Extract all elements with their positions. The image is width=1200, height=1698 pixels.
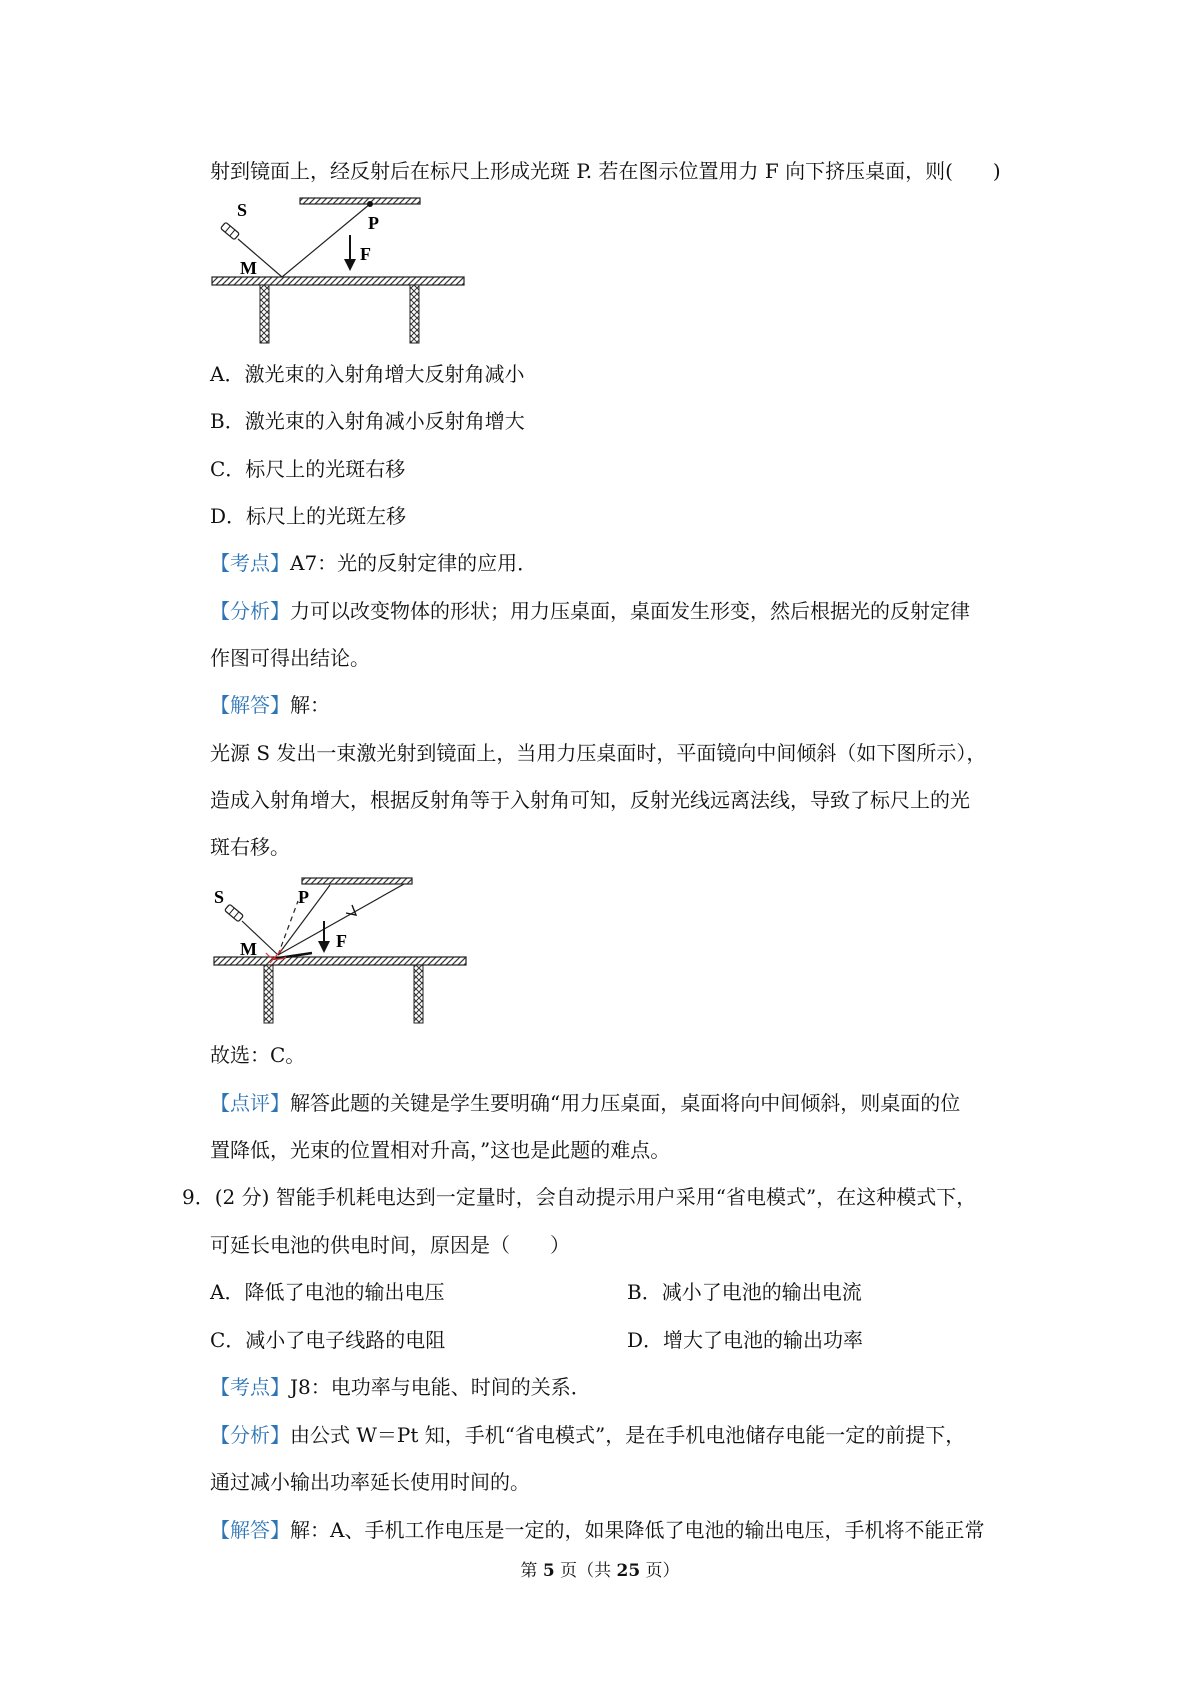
footer-middle: 页（共 [554,1561,617,1581]
label-p: P [368,213,379,233]
dianping-tag: 【点评】 [210,1091,290,1115]
q9-kaodian [210,1373,591,1401]
q9-stem-line1: 9．(2 分) 智能手机耗电达到一定量时，会自动提示用户采用“省电模式”，在这种模式下， [182,1185,977,1209]
fenxi-line1: 力可以改变物体的形状；用力压桌面，桌面发生形变，然后根据光的反射定律 [290,599,970,623]
kaodian-tag: 【考点】 [210,551,290,575]
q9-fenxi [210,1421,965,1449]
desk-leg-right [410,285,419,343]
laser-icon [221,222,240,240]
q8-dianping-line2: 置降低，光束的位置相对升高，”这也是此题的难点。 [210,1138,671,1162]
label-f: F [336,931,347,951]
fenxi-tag: 【分析】 [210,599,290,623]
desk-leg-left [264,965,273,1023]
normal-dashed [278,901,298,955]
desk-leg-left [260,285,269,343]
jieda-line1: 解：A、手机工作电压是一定的，如果降低了电池的输出电压，手机将不能正常 [290,1518,985,1542]
q8-jieda-line2: 造成入射角增大，根据反射角等于入射角可知，反射光线远离法线，导致了标尺上的光 [210,788,970,812]
fenxi-line1: 由公式 W＝Pt 知，手机“省电模式”，是在手机电池储存电能一定的前提下， [290,1423,966,1447]
jieda-tag: 【解答】 [210,1518,290,1542]
label-p: P [298,887,309,907]
label-m: M [240,939,257,959]
label-f: F [360,244,371,264]
q8-fenxi [210,597,970,625]
page-number: 5 [542,1561,555,1581]
laser-icon [225,904,244,922]
q8-fenxi-line2: 作图可得出结论。 [210,646,370,670]
q8-option-b: B．激光束的入射角减小反射角增大 [210,409,525,433]
kaodian-text: A7：光的反射定律的应用． [290,551,538,575]
q8-jieda [210,691,330,719]
q8-stem-tail: 射到镜面上，经反射后在标尺上形成光斑 P. 若在图示位置用力 F 向下挤压桌面，则( ) [210,159,1001,183]
jieda-text: 解： [290,693,330,717]
q9-jieda [210,1516,984,1544]
page-total: 25 [616,1561,641,1581]
scale-ruler [302,878,412,884]
kaodian-tag: 【考点】 [210,1375,290,1399]
q8-jieda-line3: 斑右移。 [210,835,290,859]
q9-option-a: A．降低了电池的输出电压 [210,1280,445,1304]
figure-2-tilted-mirror [212,875,472,1025]
q8-kaodian [210,549,537,577]
jieda-tag: 【解答】 [210,693,290,717]
q8-jieda-line1: 光源 S 发出一束激光射到镜面上，当用力压桌面时，平面镜向中间倾斜（如下图所示）， [210,741,987,765]
q9-stem-line2: 可延长电池的供电时间，原因是（ ） [210,1233,570,1257]
q8-option-c: C．标尺上的光斑右移 [210,457,406,481]
dianping-line1: 解答此题的关键是学生要明确“用力压桌面，桌面将向中间倾斜，则桌面的位 [290,1091,961,1115]
q8-option-d: D．标尺上的光斑左移 [210,504,407,528]
q9-option-d: D．增大了电池的输出功率 [627,1328,864,1352]
footer-prefix: 第 [520,1561,543,1581]
desk-leg-right [414,965,423,1023]
q8-answer: 故选：C。 [210,1043,306,1067]
desk-top [212,277,464,285]
q8-dianping [210,1089,960,1117]
label-m: M [240,258,257,278]
q9-fenxi-line2: 通过减小输出功率延长使用时间的。 [210,1470,530,1494]
q9-option-c: C．减小了电子线路的电阻 [210,1328,446,1352]
scale-ruler [300,198,420,204]
footer-suffix: 页） [640,1561,680,1581]
page-footer [0,1560,1200,1582]
q8-option-a: A．激光束的入射角增大反射角减小 [210,362,525,386]
q9-option-b: B．减小了电池的输出电流 [627,1280,862,1304]
label-s: S [214,887,225,907]
kaodian-text: J8：电功率与电能、时间的关系． [290,1375,591,1399]
fenxi-tag: 【分析】 [210,1423,290,1447]
label-s: S [237,200,248,220]
reflected-ray [282,204,370,277]
figure-1-mirror-setup [210,195,470,345]
